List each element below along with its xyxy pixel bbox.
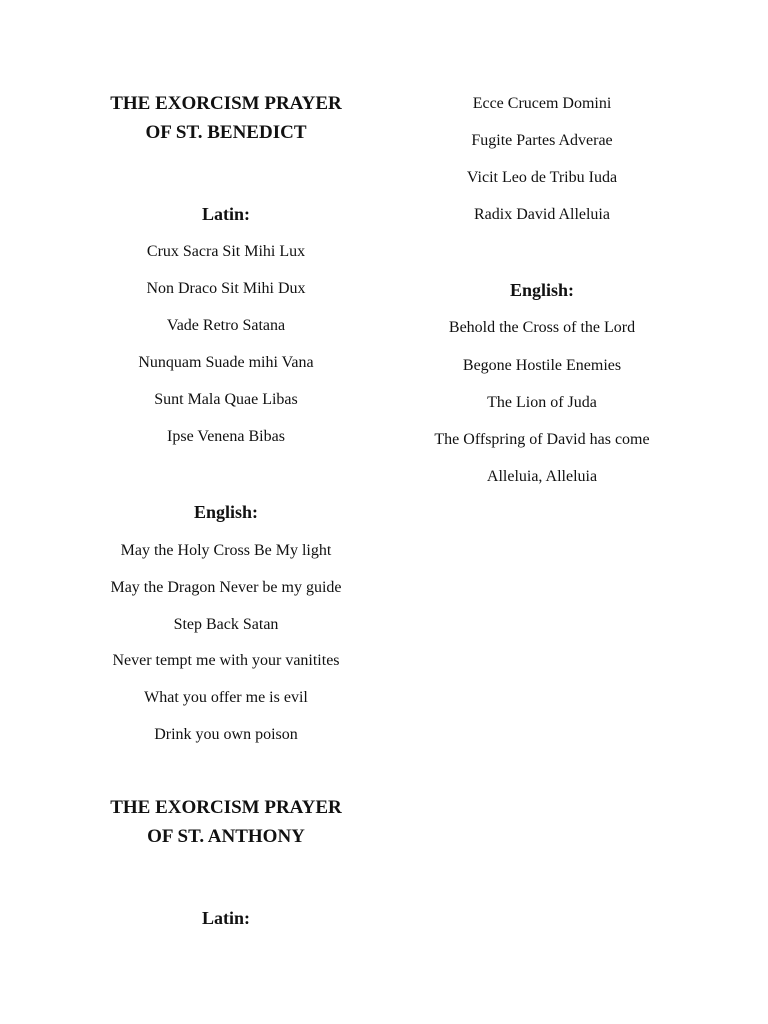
benedict-latin-line: Non Draco Sit Mihi Dux (146, 280, 306, 297)
benedict-latin-line: Ipse Venena Bibas (167, 428, 285, 445)
benedict-latin-line: Vade Retro Satana (166, 317, 286, 334)
benedict-title-line1: THE EXORCISM PRAYER (110, 93, 342, 114)
anthony-latin-line: Vicit Leo de Tribu Iuda (466, 169, 618, 186)
benedict-latin-line: Crux Sacra Sit Mihi Lux (146, 243, 306, 260)
benedict-latin-line: Nunquam Suade mihi Vana (138, 354, 314, 371)
benedict-english-heading: English: (193, 502, 259, 522)
anthony-english-line: Begone Hostile Enemies (462, 357, 622, 374)
benedict-english-line: May the Holy Cross Be My light (120, 542, 332, 559)
benedict-english-line: What you offer me is evil (144, 689, 308, 706)
benedict-english-line: Never tempt me with your vanitites (112, 652, 340, 669)
anthony-latin-line: Fugite Partes Adverae (471, 132, 613, 149)
anthony-english-line: Alleluia, Alleluia (486, 468, 598, 485)
benedict-latin-line: Sunt Mala Quae Libas (154, 391, 298, 408)
benedict-english-line: Drink you own poison (154, 726, 298, 743)
anthony-english-line: Behold the Cross of the Lord (448, 319, 636, 336)
benedict-english-line: May the Dragon Never be my guide (110, 579, 342, 596)
anthony-english-line: The Lion of Juda (487, 394, 597, 411)
benedict-english-line: Step Back Satan (173, 616, 279, 633)
anthony-title-line1: THE EXORCISM PRAYER (110, 797, 342, 818)
anthony-latin-line: Radix David Alleluia (474, 206, 610, 223)
anthony-latin-heading: Latin: (201, 908, 250, 928)
benedict-title-line2: OF ST. BENEDICT (145, 122, 307, 143)
benedict-latin-heading: Latin: (201, 204, 250, 224)
anthony-latin-line: Ecce Crucem Domini (472, 95, 612, 112)
anthony-english-line: The Offspring of David has come (434, 431, 650, 448)
anthony-title-line2: OF ST. ANTHONY (147, 826, 305, 847)
anthony-english-heading: English: (509, 280, 575, 300)
